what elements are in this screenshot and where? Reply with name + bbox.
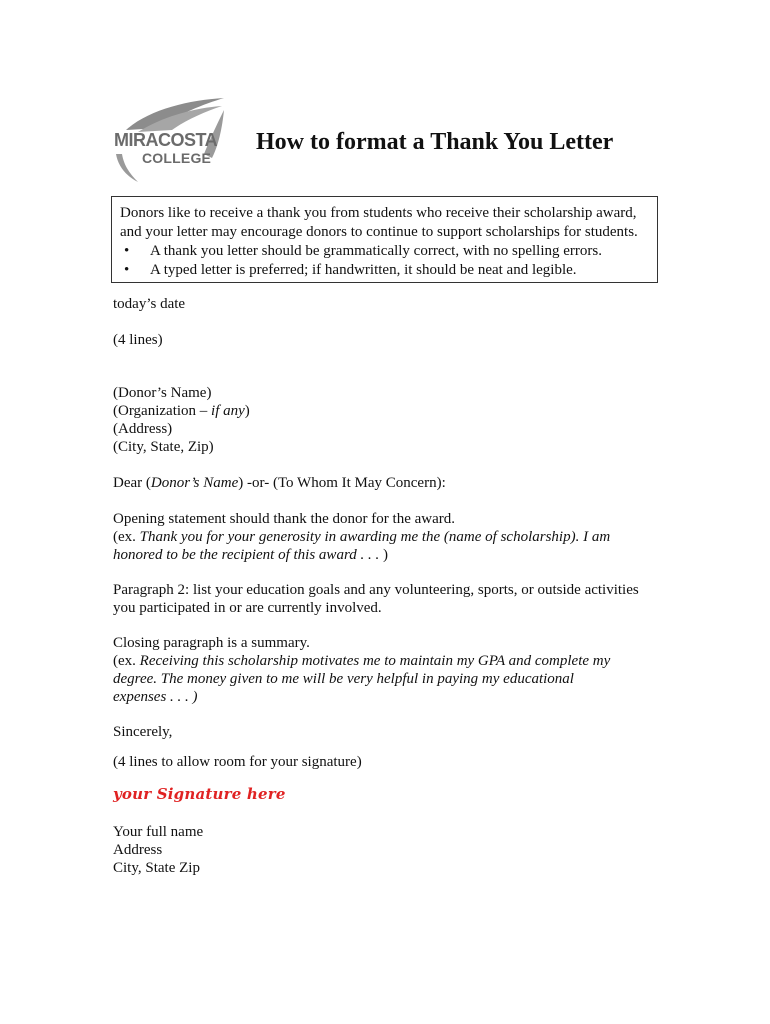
opening-paragraph: Opening statement should thank the donor for the award. (ex. Thank you for your generosity in awarding me the (name of scholarship). I am honored to be the recipient of this award . . . ) xyxy=(113,511,611,563)
sincerely-line: Sincerely, xyxy=(113,724,173,740)
four-lines-note: (4 lines) xyxy=(113,332,163,348)
info-bullet-1: A thank you letter should be grammatically correct, with no spelling errors. xyxy=(150,243,602,259)
paragraph-two: Paragraph 2: list your education goals and any volunteering, sports, or outside activities you participated in or are currently involved. xyxy=(113,582,639,616)
bullet-icon: • xyxy=(124,262,130,278)
city-state-zip-line: (City, State, Zip) xyxy=(113,439,214,455)
list-item xyxy=(120,261,649,280)
organization-line: (Organization – if any) xyxy=(113,403,250,419)
sender-address: Address xyxy=(113,842,163,858)
info-box xyxy=(111,196,658,283)
sender-name: Your full name xyxy=(113,824,204,840)
logo-text-miracosta: MIRACOSTA xyxy=(114,130,218,150)
info-bullet-2: A typed letter is preferred; if handwritten, it should be neat and legible. xyxy=(150,262,577,278)
info-line-1: Donors like to receive a thank you from students who receive their scholarship award, xyxy=(120,205,637,221)
signature-note: (4 lines to allow room for your signature) xyxy=(113,754,362,770)
sender-block xyxy=(113,823,673,877)
info-line-2: and your letter may encourage donors to continue to support scholarships for students. xyxy=(120,224,638,240)
sender-city: City, State Zip xyxy=(113,860,200,876)
miracosta-logo xyxy=(108,96,228,184)
salutation: Dear (Donor’s Name) -or- (To Whom It May Concern): xyxy=(113,475,446,491)
recipient-address xyxy=(113,384,673,456)
address-line: (Address) xyxy=(113,421,173,437)
page-title: How to format a Thank You Letter xyxy=(256,129,614,155)
closing-paragraph: Closing paragraph is a summary. (ex. Receiving this scholarship motivates me to maintain my GPA and complete my degree. The money given to me will be very helpful in paying my educational expenses . . . ) xyxy=(113,635,611,705)
list-item xyxy=(120,242,649,261)
signature-placeholder: your Signature here xyxy=(113,785,286,803)
donor-name-line: (Donor’s Name) xyxy=(113,385,212,401)
bullet-icon: • xyxy=(124,243,130,259)
date-line: today’s date xyxy=(113,296,186,312)
info-bullet-list xyxy=(120,242,649,280)
logo-text-college: COLLEGE xyxy=(142,150,212,166)
